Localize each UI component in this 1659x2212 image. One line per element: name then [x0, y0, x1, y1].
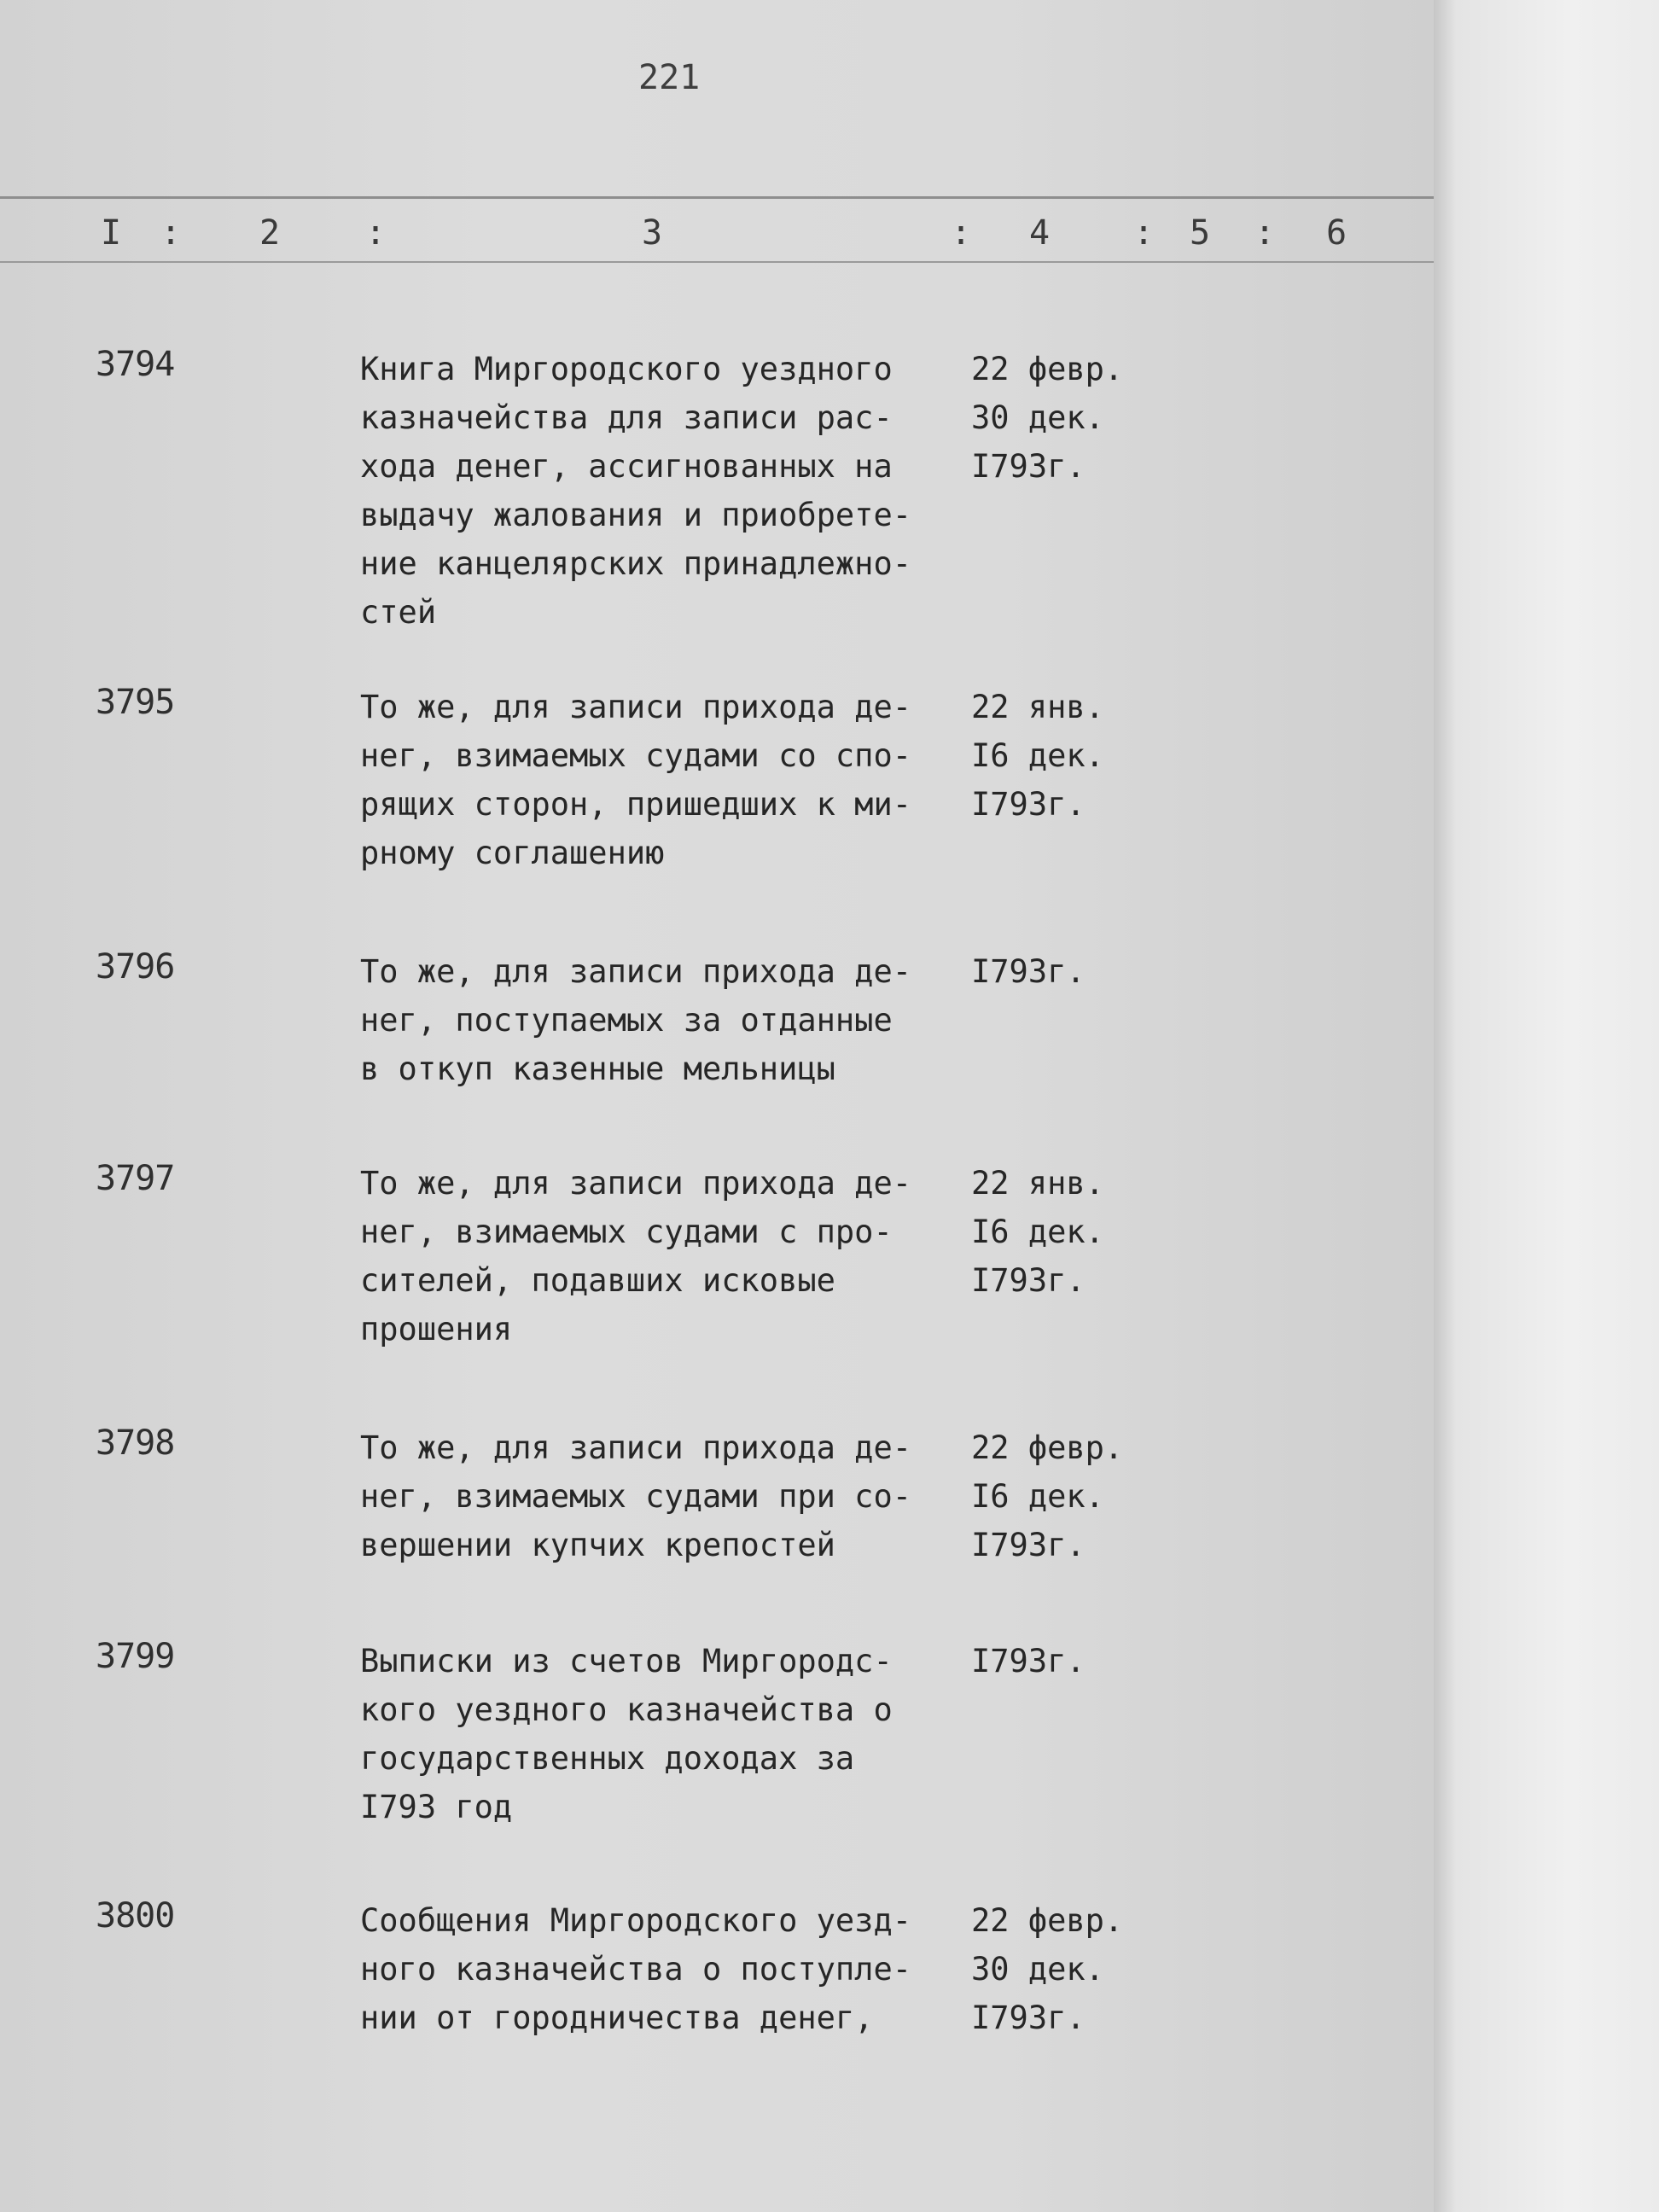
entry-number: 3799	[96, 1637, 175, 1676]
column-header-4: 4	[1029, 213, 1051, 253]
entry-number: 3796	[96, 947, 175, 987]
header-rule-top	[0, 196, 1434, 199]
entry-number: 3794	[96, 345, 175, 384]
column-header-3: 3	[642, 213, 663, 253]
entry-dates: I793г.	[971, 953, 1086, 990]
header-rule-bottom	[0, 261, 1434, 263]
entry-dates: 22 янв. I6 дек. I793г.	[971, 689, 1104, 823]
column-header-2: 2	[259, 213, 281, 253]
column-header-1: I	[101, 213, 122, 253]
entry-dates: I793г.	[971, 1643, 1086, 1679]
page-number: 221	[638, 58, 701, 97]
column-separator: :	[951, 213, 972, 253]
entry-title: То же, для записи прихода де- нег, взимаемых судами при со- вершении купчих крепостей	[360, 1429, 912, 1563]
column-separator: :	[160, 213, 182, 253]
entry-title: Выписки из счетов Миргородс- кого уездного казначейства о государственных доходах за I793 год	[360, 1643, 893, 1825]
column-separator: :	[1254, 213, 1276, 253]
entry-title: То же, для записи прихода де- нег, взимаемых судами со спо- рящих сторон, пришедших к ми- рному соглашению	[360, 689, 912, 871]
page-edge	[1434, 0, 1659, 2212]
entry-title: То же, для записи прихода де- нег, поступаемых за отданные в откуп казенные мельницы	[360, 953, 912, 1087]
entry-dates: 22 янв. I6 дек. I793г.	[971, 1165, 1104, 1299]
entry-dates: 22 февр. 30 дек. I793г.	[971, 1902, 1124, 2036]
entry-title: То же, для записи прихода де- нег, взимаемых судами с про- сителей, подавших исковые прошения	[360, 1165, 912, 1348]
column-separator: :	[365, 213, 387, 253]
entry-dates: 22 февр. I6 дек. I793г.	[971, 1429, 1124, 1563]
entry-dates: 22 февр. 30 дек. I793г.	[971, 351, 1124, 485]
column-header-6: 6	[1326, 213, 1348, 253]
entry-title: Сообщения Миргородского уезд- ного казначейства о поступле- нии от городничества денег,	[360, 1902, 912, 2036]
column-separator: :	[1133, 213, 1155, 253]
column-header-5: 5	[1190, 213, 1211, 253]
entry-number: 3795	[96, 683, 175, 722]
entry-title: Книга Миргородского уездного казначейства для записи рас- хода денег, ассигнованных на выдачу жалования и приобрете- ние канцелярских принадлежно- стей	[360, 351, 912, 631]
entry-number: 3798	[96, 1423, 175, 1463]
entry-number: 3797	[96, 1159, 175, 1198]
entry-number: 3800	[96, 1896, 175, 1936]
